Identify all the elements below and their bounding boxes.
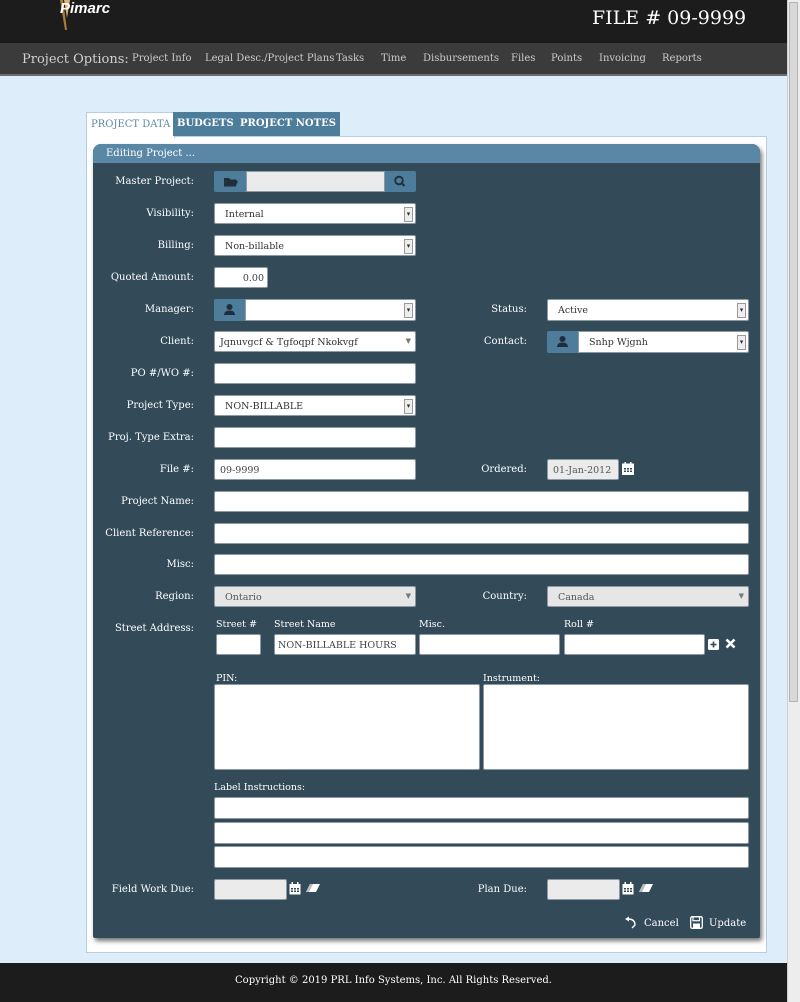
plan-due-label: Plan Due: <box>477 884 527 895</box>
search-icon[interactable] <box>385 171 416 192</box>
street-misc-input[interactable] <box>419 634 560 655</box>
quoted-amount-input[interactable]: 0.00 <box>214 267 268 288</box>
contact-value: Snhp Wjgnh <box>589 337 648 348</box>
roll-no-input[interactable] <box>564 634 705 655</box>
chevron-down-icon: ▾ <box>737 335 746 350</box>
chevron-down-icon: ▼ <box>738 592 744 600</box>
ordered-date-input[interactable]: 01-Jan-2012 <box>547 459 619 480</box>
nav-time[interactable]: Time <box>381 53 407 64</box>
chevron-down-icon: ▾ <box>737 303 746 318</box>
chevron-down-icon: ▾ <box>404 239 413 254</box>
quoted-amount-label: Quoted Amount: <box>110 272 194 283</box>
project-name-label: Project Name: <box>121 496 194 507</box>
contact-select[interactable] <box>578 331 749 353</box>
street-no-input[interactable] <box>216 634 261 655</box>
street-address-label: Street Address: <box>114 623 194 634</box>
country-label: Country: <box>482 591 527 602</box>
nav-reports[interactable]: Reports <box>662 53 702 64</box>
calendar-icon[interactable] <box>622 462 634 475</box>
nav-label: Project Options: <box>22 52 129 67</box>
visibility-label: Visibility: <box>146 208 194 219</box>
pin-label: PIN: <box>216 673 238 684</box>
client-label: Client: <box>160 336 194 347</box>
manager-label: Manager: <box>144 304 194 315</box>
master-project-input[interactable] <box>246 171 385 192</box>
save-icon[interactable] <box>690 916 703 929</box>
label-instructions-line-2[interactable] <box>214 822 749 844</box>
street-misc-header: Misc. <box>419 619 445 630</box>
billing-label: Billing: <box>157 240 194 251</box>
user-icon <box>214 299 245 321</box>
calendar-icon[interactable] <box>289 882 301 895</box>
ordered-label: Ordered: <box>481 464 527 475</box>
file-title: FILE # 09-9999 <box>592 7 747 29</box>
nav-points[interactable]: Points <box>551 53 583 64</box>
eraser-icon[interactable] <box>638 883 654 893</box>
label-instructions-line-1[interactable] <box>214 797 749 819</box>
client-select[interactable] <box>214 331 416 352</box>
manager-select[interactable] <box>245 299 416 321</box>
tab-budgets[interactable]: BUDGETS <box>173 112 238 136</box>
project-type-label: Project Type: <box>126 400 194 411</box>
country-value: Canada <box>558 592 595 603</box>
label-instructions-label: Label Instructions: <box>214 782 306 793</box>
region-select[interactable] <box>214 586 416 607</box>
field-work-due-input[interactable] <box>214 879 287 900</box>
billing-value: Non-billable <box>225 241 284 252</box>
field-work-due-label: Field Work Due: <box>111 884 194 895</box>
proj-type-extra-label: Proj. Type Extra: <box>108 432 194 443</box>
street-name-header: Street Name <box>274 619 336 630</box>
panel-title: Editing Project ... <box>93 144 760 163</box>
tab-project-data[interactable]: PROJECT DATA <box>86 112 175 138</box>
client-value: Jqnuvgcf & Tgfoqpf Nkokvgf <box>220 337 358 348</box>
po-label: PO #/WO #: <box>130 368 194 379</box>
status-label: Status: <box>491 304 527 315</box>
undo-icon[interactable] <box>624 916 638 930</box>
nav-invoicing[interactable]: Invoicing <box>599 53 646 64</box>
status-value: Active <box>558 305 589 316</box>
contact-label: Contact: <box>483 336 527 347</box>
chevron-down-icon: ▼ <box>405 337 411 345</box>
project-name-input[interactable] <box>214 491 749 512</box>
instrument-label: Instrument: <box>483 673 540 684</box>
client-reference-label: Client Reference: <box>105 528 194 539</box>
plus-square-icon[interactable] <box>708 639 719 650</box>
misc-label: Misc: <box>166 559 194 570</box>
po-input[interactable] <box>214 363 416 384</box>
cancel-button[interactable]: Cancel <box>644 918 679 929</box>
chevron-down-icon: ▾ <box>404 207 413 222</box>
instrument-textarea[interactable] <box>483 684 749 770</box>
master-project-label: Master Project: <box>115 176 194 187</box>
label-instructions-line-3[interactable] <box>214 846 749 868</box>
nav-disbursements[interactable]: Disbursements <box>423 53 500 64</box>
status-select[interactable] <box>547 299 749 321</box>
file-no-input[interactable]: 09-9999 <box>214 459 416 480</box>
chevron-down-icon: ▾ <box>404 399 413 414</box>
pin-textarea[interactable] <box>214 684 480 770</box>
misc-input[interactable] <box>214 554 749 575</box>
project-type-select[interactable] <box>214 395 416 416</box>
project-type-value: NON-BILLABLE <box>225 401 304 412</box>
chevron-down-icon: ▾ <box>404 303 413 318</box>
region-label: Region: <box>155 591 194 602</box>
update-button[interactable]: Update <box>709 918 747 929</box>
nav-project-info[interactable]: Project Info <box>132 53 192 64</box>
calendar-icon[interactable] <box>622 882 634 895</box>
street-name-input[interactable]: NON-BILLABLE HOURS <box>274 634 416 655</box>
nav-legal-desc[interactable]: Legal Desc./Project Plans <box>205 53 335 64</box>
chevron-down-icon: ▼ <box>405 592 411 600</box>
proj-type-extra-input[interactable] <box>214 427 416 448</box>
file-no-label: File #: <box>159 464 194 475</box>
user-icon <box>547 331 578 353</box>
folder-open-icon[interactable] <box>214 171 246 192</box>
copyright-text: Copyright © 2019 PRL Info Systems, Inc. All Rights Reserved. <box>235 975 552 986</box>
street-no-header: Street # <box>216 619 257 630</box>
country-select[interactable] <box>547 586 749 607</box>
nav-files[interactable]: Files <box>511 53 536 64</box>
roll-no-header: Roll # <box>564 619 594 630</box>
close-icon[interactable] <box>725 638 736 649</box>
eraser-icon[interactable] <box>305 883 321 893</box>
logo[interactable]: Pimarc <box>60 0 111 17</box>
region-value: Ontario <box>225 592 262 603</box>
nav-tasks[interactable]: Tasks <box>336 53 365 64</box>
visibility-select[interactable] <box>214 203 416 224</box>
plan-due-input[interactable] <box>547 879 620 900</box>
tab-project-notes[interactable]: PROJECT NOTES <box>236 112 340 136</box>
billing-select[interactable] <box>214 235 416 256</box>
visibility-value: Internal <box>225 209 264 220</box>
scrollbar-thumb[interactable] <box>789 2 798 702</box>
client-reference-input[interactable] <box>214 523 749 544</box>
